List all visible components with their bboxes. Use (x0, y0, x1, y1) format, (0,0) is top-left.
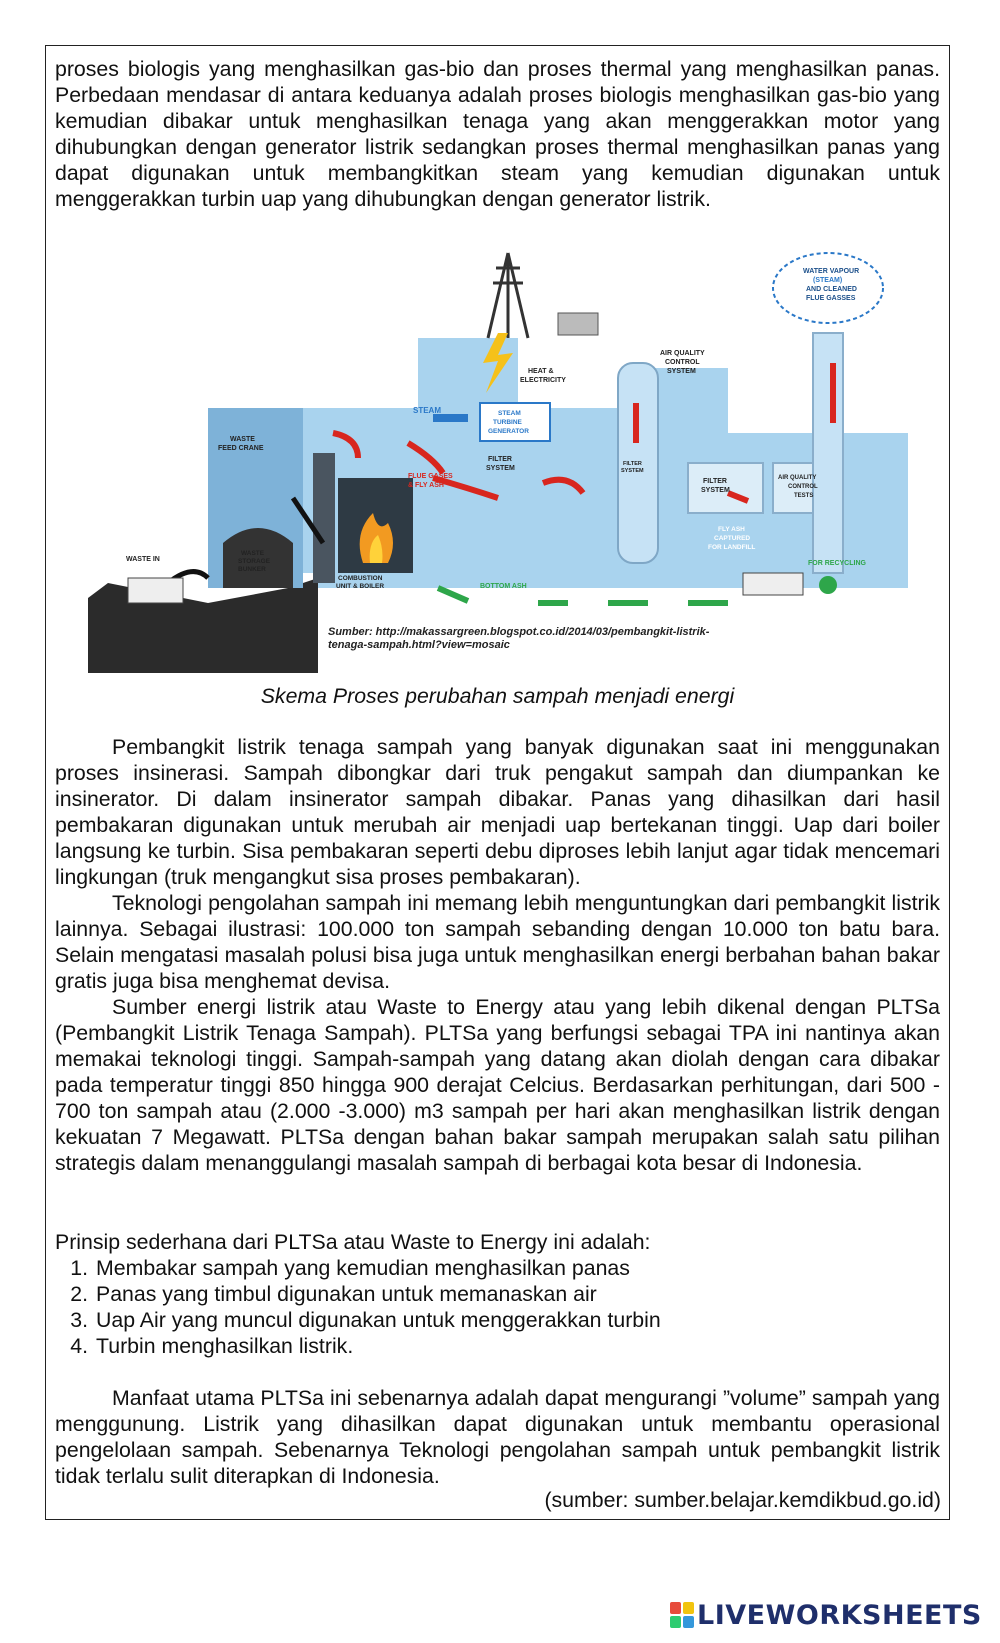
figure-caption: Skema Proses perubahan sampah menjadi energi (260, 684, 735, 708)
label-waste-in: WASTE IN (126, 556, 160, 563)
svg-text:FOR LANDFILL: FOR LANDFILL (708, 544, 756, 551)
label-bottom-ash: BOTTOM ASH (480, 583, 527, 590)
label-combustion: COMBUSTION (338, 575, 383, 582)
svg-text:SYSTEM: SYSTEM (667, 368, 696, 375)
label-filter: FILTER (488, 456, 512, 463)
svg-text:SYSTEM: SYSTEM (701, 487, 730, 494)
label-water-vapour: WATER VAPOUR (803, 268, 860, 275)
logo-text: LIVEWORKSHEETS (697, 1599, 982, 1631)
paragraph-4: Manfaat utama PLTSa ini sebenarnya adalah dapat mengurangi ”volume” sampah yang menggunung. Listrik yang dihasilkan dapat digunakan untuk membantu operasional pengelolaan sampah. Sebenarnya Teknologi pengolahan sampah untuk pembangkit listrik tidak terlalu sulit diterapkan di Indonesia. (55, 1386, 940, 1488)
svg-text:CAPTURED: CAPTURED (714, 535, 751, 542)
truck-in-icon (128, 578, 183, 603)
svg-text:TESTS: TESTS (794, 493, 814, 499)
list-item: 4. Turbin menghasilkan listrik. (70, 1334, 354, 1358)
paragraph-3: Sumber energi listrik atau Waste to Energy atau yang lebih dikenal dengan PLTSa (Pembangkit Listrik Tenaga Sampah). PLTSa yang berfungsi sebagai TPA ini nantinya akan memakai teknologi tinggi. Sampah-sampah yang datang akan diolah dengan cara dibakar pada temperatur tinggi 850 hingga 900 derajat Celcius. Berdasarkan perhitungan, dari 500 - 700 ton sampah atau (2.000 -3.000) m3 sampah per hari akan menghasilkan listrik dengan kekuatan 7 Megawatt. PLTSa dengan bahan bakar sampah merupakan salah satu pilihan strategis dalam menanggulangi masalah sampah di berbagai kota besar di Indonesia. (55, 995, 940, 1175)
label-filter-small: FILTER (623, 461, 642, 467)
label-flue-gases: FLUE GASES (408, 473, 453, 480)
label-aqcs: AIR QUALITY (660, 350, 705, 357)
recycle-icon (819, 576, 837, 594)
radiator-icon (558, 313, 598, 335)
article-frame (45, 45, 950, 1520)
label-steam: STEAM (413, 406, 441, 415)
label-turbine: STEAM (498, 410, 521, 417)
label-bunker: WASTE (241, 550, 265, 557)
svg-text:FEED CRANE: FEED CRANE (218, 445, 264, 452)
svg-text:ELECTRICITY: ELECTRICITY (520, 377, 566, 384)
label-fly-ash: FLY ASH (718, 526, 745, 533)
list-item: 1. Membakar sampah yang kemudian menghasilkan panas (70, 1256, 630, 1280)
intro-paragraph: proses biologis yang menghasilkan gas-bio dan proses thermal yang menghasilkan panas. Perbedaan mendasar di antara keduanya adalah proses biologis menghasilkan gas-bio yang kemudian dibakar untuk menghasilkan tenaga yang akan menggerakkan motor yang dihubungkan dengan generator listrik sedangkan proses thermal menghasilkan panas yang dapat digunakan untuk membangkitkan steam yang kemudian digunakan untuk menggerakkan turbin uap yang dihubungkan dengan generator listrik. (55, 57, 940, 211)
diagram-source-line-1: Sumber: http://makassargreen.blogspot.co.id/2014/03/pembangkit-listrik- (328, 626, 710, 638)
svg-text:& FLY ASH: & FLY ASH (408, 482, 444, 489)
svg-text:BUNKER: BUNKER (238, 566, 266, 573)
svg-text:(STEAM): (STEAM) (813, 277, 843, 284)
svg-text:CONTROL: CONTROL (665, 359, 700, 366)
svg-text:CONTROL: CONTROL (788, 484, 818, 490)
waste-to-energy-diagram (88, 243, 908, 673)
svg-text:GENERATOR: GENERATOR (488, 428, 529, 435)
svg-text:UNIT & BOILER: UNIT & BOILER (336, 583, 385, 590)
principles-intro: Prinsip sederhana dari PLTSa atau Waste to Energy ini adalah: (55, 1230, 651, 1254)
truck-out-icon (743, 573, 803, 595)
furnace-wall (313, 453, 335, 583)
svg-text:SYSTEM: SYSTEM (486, 465, 515, 472)
svg-text:STORAGE: STORAGE (238, 558, 271, 565)
diagram-source-line-2: tenaga-sampah.html?view=mosaic (328, 639, 510, 651)
svg-text:FLUE GASSES: FLUE GASSES (806, 295, 856, 302)
label-aq-tests: AIR QUALITY (778, 475, 817, 481)
list-item: 2. Panas yang timbul digunakan untuk memanaskan air (70, 1282, 597, 1306)
logo-mark-icon (670, 1602, 694, 1628)
label-feed-crane: WASTE (230, 436, 255, 443)
svg-text:AND CLEANED: AND CLEANED (806, 286, 857, 293)
source-citation: (sumber: sumber.belajar.kemdikbud.go.id) (544, 1488, 941, 1512)
list-item: 3. Uap Air yang muncul digunakan untuk menggerakkan turbin (70, 1308, 661, 1332)
paragraph-2: Teknologi pengolahan sampah ini memang lebih menguntungkan dari pembangkit listrik lainnya. Sebagai ilustrasi: 100.000 ton sampah sebanding dengan 10.000 ton batu bara. Selain mengatasi masalah polusi bisa juga untuk menghasilkan energi berbahan bahan bakar gratis juga bisa menghemat devisa. (55, 891, 940, 993)
svg-text:SYSTEM: SYSTEM (621, 468, 644, 474)
label-filter-right: FILTER (703, 478, 727, 485)
svg-text:TURBINE: TURBINE (493, 419, 522, 426)
principles-list (55, 1255, 661, 1359)
label-heat: HEAT & (528, 368, 554, 375)
paragraph-1: Pembangkit listrik tenaga sampah yang banyak digunakan saat ini menggunakan proses insinerasi. Sampah dibongkar dari truk pengakut sampah dan diumpankan ke insinerator. Di dalam insinerator sampah dibakar. Panas yang dihasilkan dari hasil pembakaran digunakan untuk merubah air menjadi uap bertekanan tinggi. Uap dari boiler langsung ke turbin. Sisa pembakaran seperti debu diproses lebih lanjut agar tidak mencemari lingkungan (truk mengangkut sisa proses pembakaran). (55, 735, 940, 889)
chimney (813, 333, 843, 573)
label-recycling: FOR RECYCLING (808, 560, 866, 567)
liveworksheets-logo[interactable] (670, 1600, 982, 1630)
